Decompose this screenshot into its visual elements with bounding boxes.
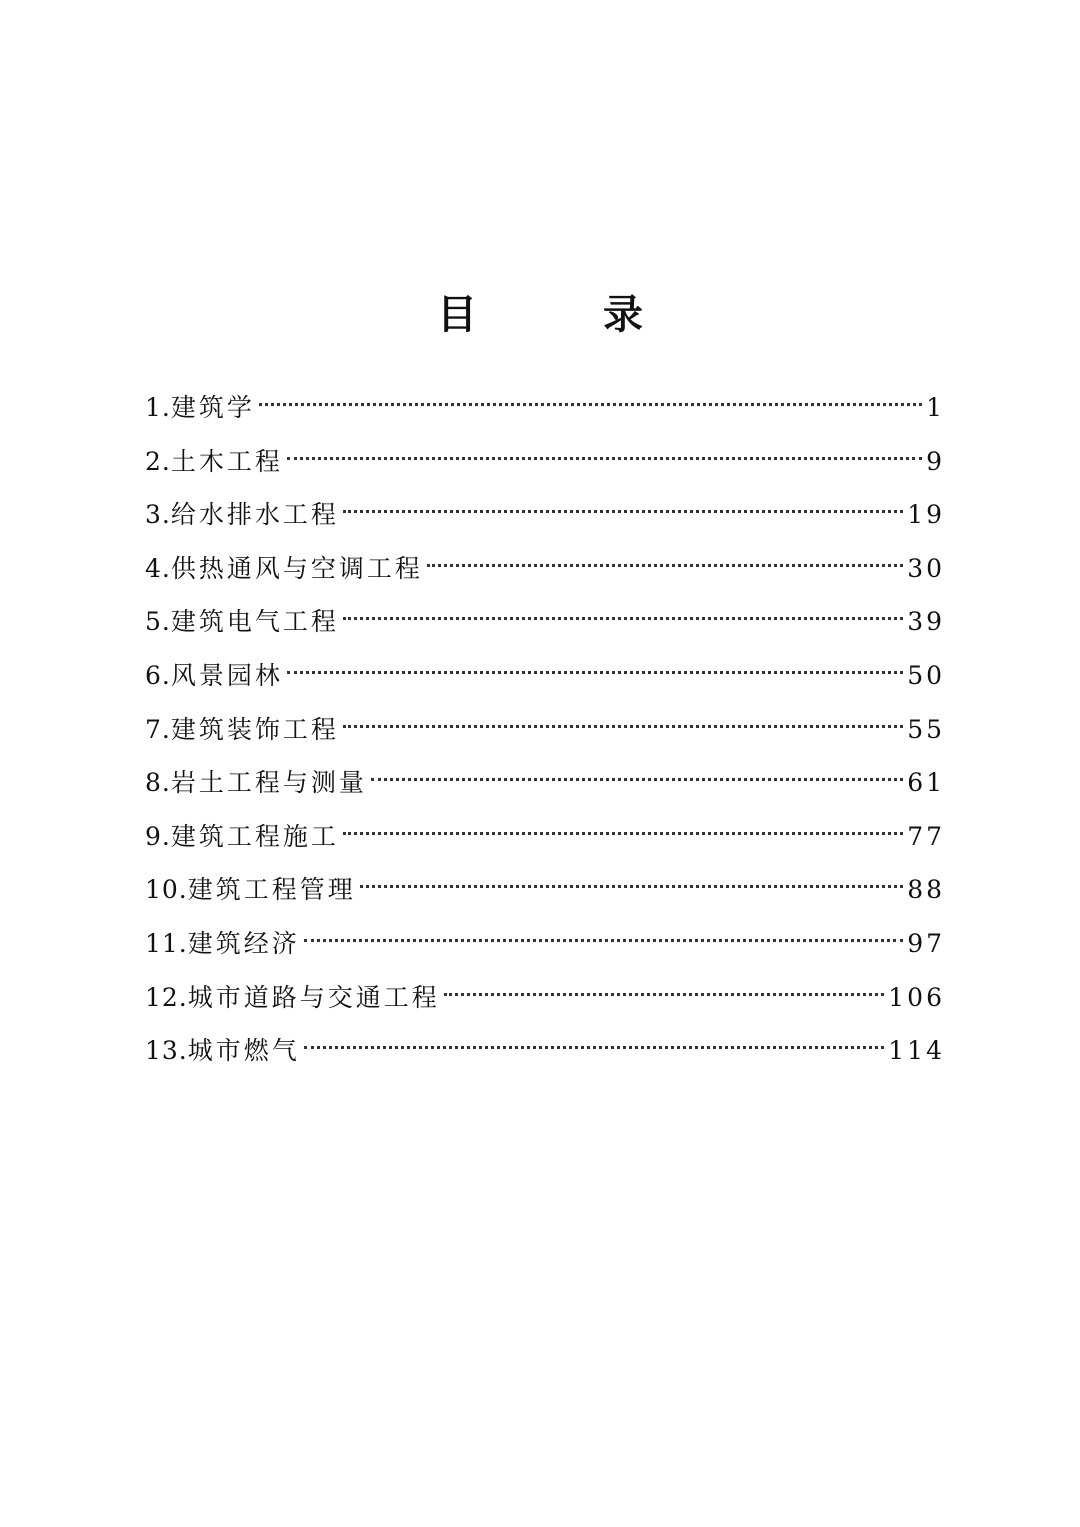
toc-entry-title — [145, 763, 367, 803]
toc-entry-number: 4. — [145, 553, 171, 583]
toc-entry-number: 7. — [145, 714, 171, 744]
toc-entry-number: 2. — [145, 446, 171, 476]
toc-entry-label: 建筑经济 — [187, 928, 300, 958]
toc-entry-label: 给水排水工程 — [170, 500, 339, 530]
toc-entry-label: 建筑工程施工 — [170, 821, 339, 851]
toc-entry-label: 供热通风与空调工程 — [170, 553, 423, 583]
toc-entry-title — [145, 1031, 300, 1071]
toc-entry-title — [145, 978, 440, 1018]
toc-entry-page: 106 — [888, 982, 945, 1012]
toc-entry-title — [145, 924, 300, 964]
toc-entry-page: 50 — [907, 660, 945, 690]
toc-entry-page: 19 — [907, 500, 945, 530]
toc-dot-leader — [360, 885, 903, 888]
toc-entry-page: 39 — [907, 607, 945, 637]
toc-entry[interactable] — [145, 978, 945, 1032]
toc-dot-leader — [343, 832, 903, 835]
toc-entry-label: 建筑工程管理 — [187, 875, 356, 905]
toc-entry[interactable] — [145, 710, 945, 764]
toc-entry[interactable] — [145, 870, 945, 924]
toc-entry-page: 88 — [907, 875, 945, 905]
toc-entry-label: 城市道路与交通工程 — [187, 982, 440, 1012]
toc-entry[interactable] — [145, 602, 945, 656]
toc-entry-title — [145, 602, 339, 642]
toc-entry-title — [145, 388, 255, 428]
toc-entry[interactable] — [145, 763, 945, 817]
toc-dot-leader — [427, 564, 903, 567]
toc-entry[interactable] — [145, 1031, 945, 1085]
toc-entry-number: 9. — [145, 821, 171, 851]
toc-entry-number: 3. — [145, 500, 171, 530]
toc-entry-title — [145, 870, 356, 910]
toc-entry-page: 1 — [926, 393, 945, 422]
toc-dot-leader — [287, 457, 922, 460]
toc-entry[interactable] — [145, 388, 945, 442]
toc-entry[interactable] — [145, 656, 945, 710]
toc-entry-label: 城市燃气 — [187, 1036, 300, 1066]
toc-entry[interactable] — [145, 495, 945, 549]
toc-entry[interactable] — [145, 442, 945, 496]
toc-entry-label: 建筑学 — [170, 393, 255, 422]
toc-entry-number: 5. — [145, 607, 171, 637]
toc-entry-number: 8. — [145, 768, 171, 798]
table-of-contents — [145, 388, 945, 1085]
toc-dot-leader — [343, 725, 903, 728]
toc-dot-leader — [444, 993, 885, 996]
toc-entry-page: 77 — [907, 821, 945, 851]
toc-entry-label: 土木工程 — [170, 446, 283, 476]
toc-entry-title — [145, 442, 283, 482]
toc-dot-leader — [287, 671, 903, 674]
toc-dot-leader — [259, 403, 922, 406]
toc-entry-label: 建筑电气工程 — [170, 607, 339, 637]
toc-entry-page: 61 — [907, 768, 945, 798]
toc-entry[interactable] — [145, 549, 945, 603]
toc-title: 目 录 — [437, 291, 699, 338]
toc-entry-number: 11. — [145, 928, 188, 958]
toc-entry[interactable] — [145, 924, 945, 978]
toc-entry-page: 97 — [907, 928, 945, 958]
toc-entry-title — [145, 656, 283, 696]
toc-entry-page: 9 — [926, 446, 945, 476]
toc-entry-number: 6. — [145, 660, 171, 690]
toc-dot-leader — [343, 617, 903, 620]
toc-entry-title — [145, 549, 423, 589]
toc-entry-page: 30 — [907, 553, 945, 583]
toc-entry-title — [145, 817, 339, 857]
toc-entry[interactable] — [145, 817, 945, 871]
toc-entry-page: 114 — [888, 1036, 945, 1066]
toc-dot-leader — [371, 778, 903, 781]
toc-entry-number: 1. — [145, 393, 171, 422]
toc-entry-number: 13. — [145, 1036, 188, 1066]
toc-entry-label: 建筑装饰工程 — [170, 714, 339, 744]
toc-dot-leader — [304, 939, 903, 942]
toc-entry-title — [145, 495, 339, 535]
toc-dot-leader — [304, 1046, 885, 1049]
toc-entry-number: 10. — [145, 875, 188, 905]
toc-entry-page: 55 — [907, 714, 945, 744]
toc-entry-label: 风景园林 — [170, 660, 283, 690]
toc-entry-title — [145, 710, 339, 750]
toc-entry-label: 岩土工程与测量 — [170, 768, 367, 798]
toc-dot-leader — [343, 510, 903, 513]
toc-entry-number: 12. — [145, 982, 188, 1012]
